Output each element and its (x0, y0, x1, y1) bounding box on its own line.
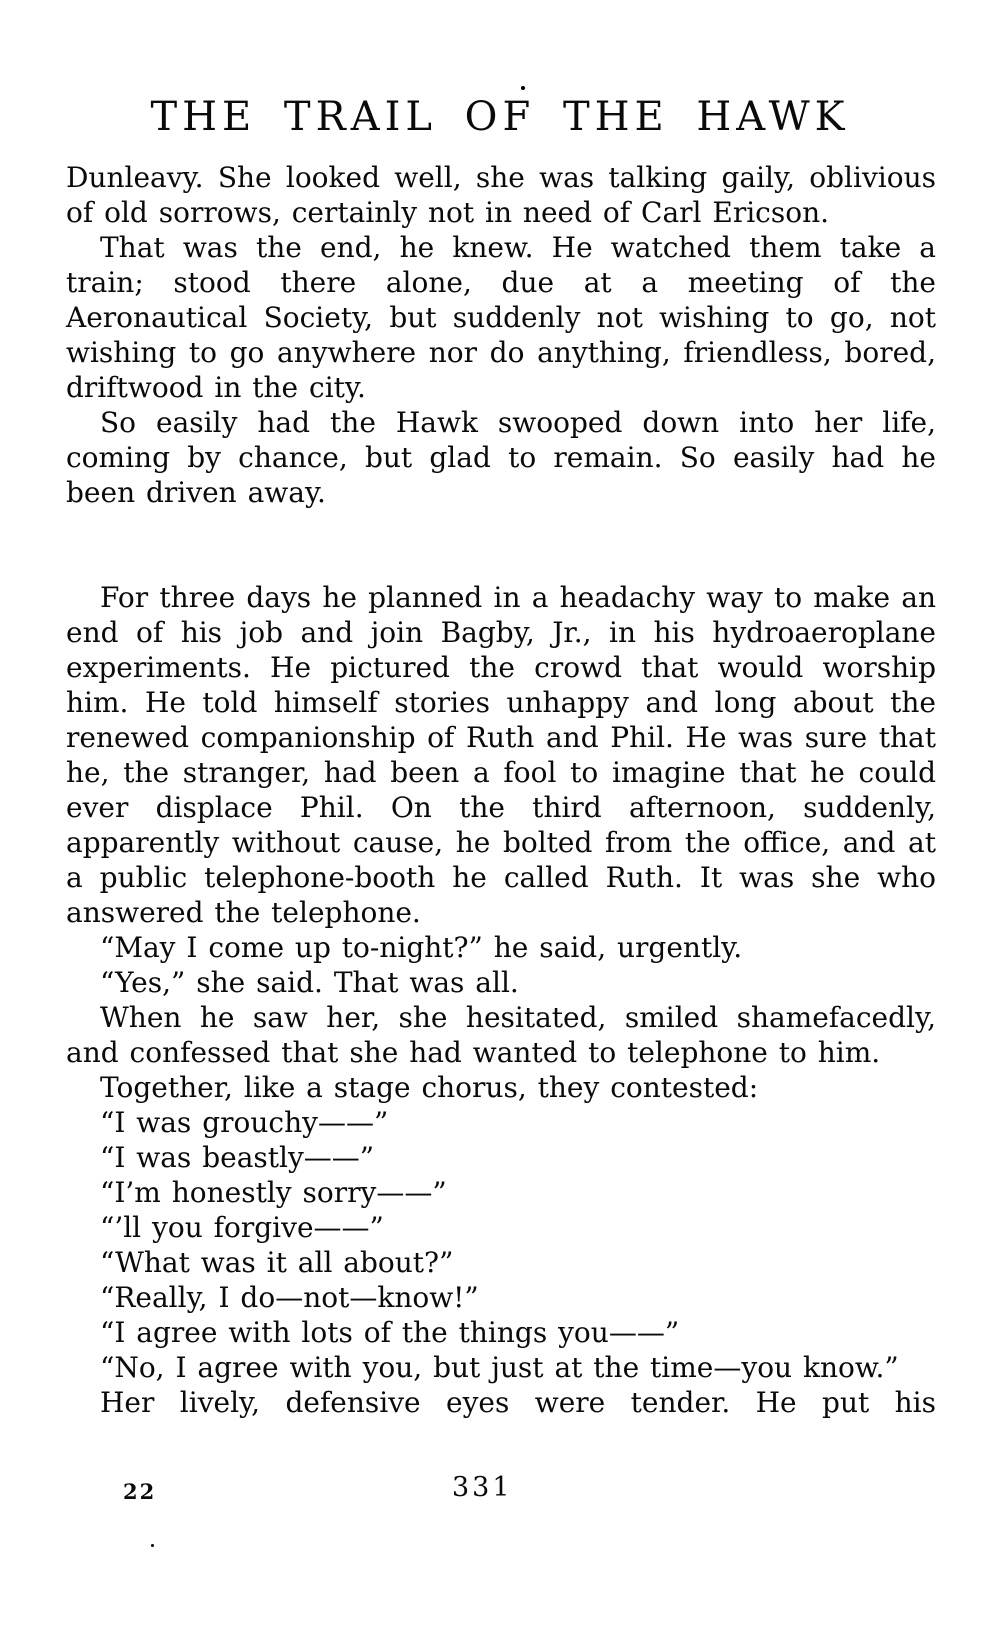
paragraph-dialogue: “No, I agree with you, but just at the time—you know.” (100, 1351, 899, 1384)
paragraph-dialogue: “May I come up to-night?” he said, urgently. (100, 931, 743, 964)
paragraph: Together, like a stage chorus, they contested: (100, 1071, 759, 1104)
scan-speck (151, 1544, 154, 1547)
paragraph-dialogue: “What was it all about?” (100, 1246, 454, 1279)
paragraph: So easily had the Hawk swooped down into her life, coming by chance, but glad to remain. So easily had he been driven away. (66, 406, 936, 509)
paragraph-dialogue: “I was beastly——” (100, 1141, 375, 1174)
paragraph: Dunleavy. She looked well, she was talking gaily, oblivious of old sorrows, certainly not in need of Carl Ericson. (66, 161, 936, 229)
page-number: 331 (452, 1472, 513, 1503)
paragraph-dialogue: “’ll you forgive——” (100, 1211, 384, 1244)
paragraph-dialogue: “Really, I do—not—know!” (100, 1281, 479, 1314)
page-body (66, 160, 936, 1420)
paragraph: Her lively, defensive eyes were tender. He put his (100, 1386, 936, 1419)
scan-speck (521, 86, 525, 90)
paragraph-dialogue: “I’m honestly sorry——” (100, 1176, 447, 1209)
running-head: THE TRAIL OF THE HAWK (150, 94, 850, 140)
paragraph: For three days he planned in a headachy way to make an end of his job and join Bagby, Jr., in his hydroaeroplane experiments. He pictured the crowd that would worship him. He told himself stories unhappy and long about the renewed companionship of Ruth and Phil. He was sure that he, the stranger, had been a fool to imagine that he could ever displace Phil. On the third afternoon, suddenly, apparently without cause, he bolted from the office, and at a public telephone-booth he called Ruth. It was she who answered the telephone. (66, 581, 936, 929)
paragraph-dialogue: “I was grouchy——” (100, 1106, 389, 1139)
paragraph: When he saw her, she hesitated, smiled shamefacedly, and confessed that she had wanted to telephone to him. (66, 1001, 936, 1069)
paragraph-dialogue: “I agree with lots of the things you——” (100, 1316, 680, 1349)
paragraph: That was the end, he knew. He watched them take a train; stood there alone, due at a meeting of the Aeronautical Society, but suddenly not wishing to go, not wishing to go anywhere nor do anything, friendless, bored, driftwood in the city. (66, 231, 936, 404)
signature-mark: 22 (123, 1479, 157, 1504)
paragraph-dialogue: “Yes,” she said. That was all. (100, 966, 519, 999)
